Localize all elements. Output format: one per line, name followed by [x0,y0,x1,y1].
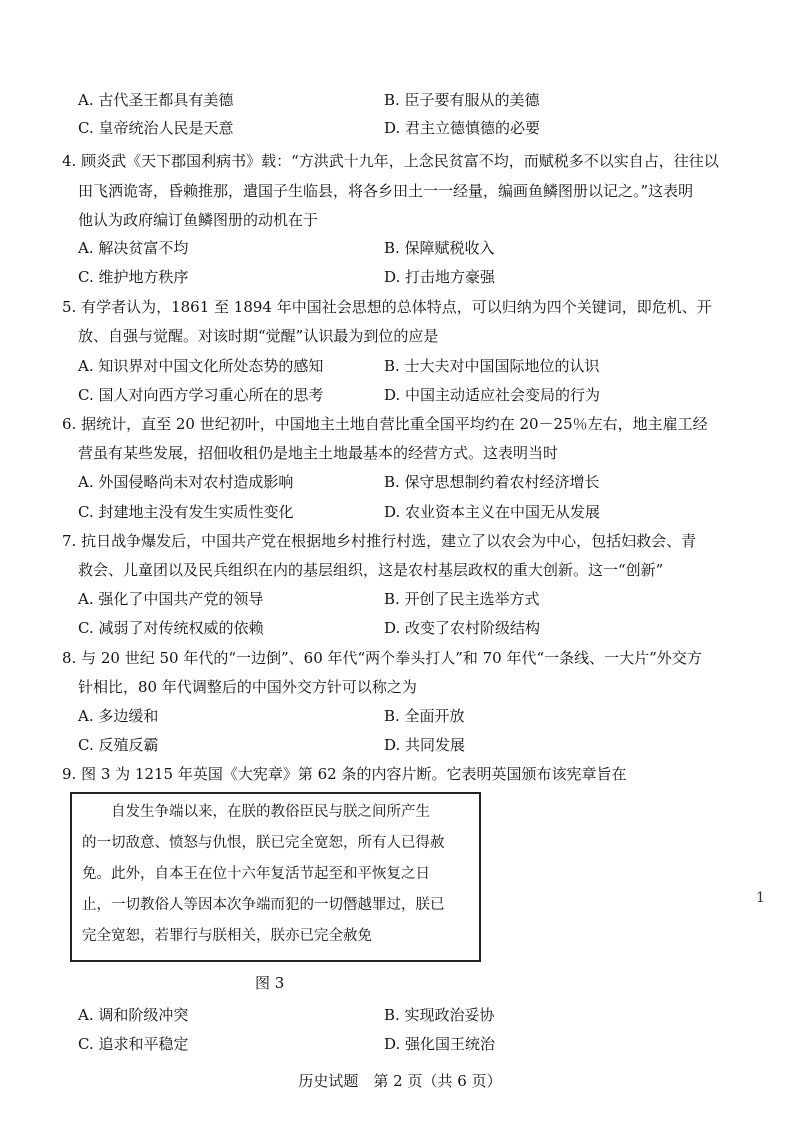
q3-option-c: C. 皇帝统治人民是天意 [78,119,234,137]
q9-option-d: D. 强化国王统治 [384,1035,496,1053]
q6-option-c: C. 封建地主没有发生实质性变化 [78,503,294,521]
excerpt-line-4: 止，一切教俗人等因本次争端而犯的一切僭越罪过，朕已 [82,897,445,913]
q5-option-a: A. 知识界对中国文化所处态势的感知 [78,357,324,375]
q3-option-d: D. 君主立德慎德的必要 [384,119,541,137]
excerpt-line-1: 自发生争端以来，在朕的教俗臣民与朕之间所产生 [82,804,430,820]
q5-stem-line-2: 放、自强与觉醒。对该时期“觉醒”认识最为到位的应是 [78,327,439,345]
q5-option-c: C. 国人对向西方学习重心所在的思考 [78,386,324,404]
q8-option-c: C. 反殖反霸 [78,736,159,754]
margin-mark: 1 [756,890,765,906]
q7-stem-line-1: 7. 抗日战争爆发后，中国共产党在根据地乡村推行村选，建立了以农会为中心，包括妇救会、青 [62,532,697,550]
q3-option-a: A. 古代圣王都具有美德 [78,91,234,109]
q7-option-b: B. 开创了民主选举方式 [384,590,540,608]
q5-option-b: B. 士大夫对中国国际地位的认识 [384,357,600,375]
figure-3-label: 图 3 [255,974,285,992]
q4-stem-line-2: 田飞洒诡寄，昏赖推那，遣国子生临县，将各乡田土一一经量，编画鱼鳞图册以记之。”这表明 [78,182,694,200]
q4-option-b: B. 保障赋税收入 [384,239,495,257]
q4-stem-line-3: 他认为政府编订鱼鳞图册的动机在于 [78,211,319,229]
q9-option-a: A. 调和阶级冲突 [78,1006,189,1024]
q8-option-b: B. 全面开放 [384,707,465,725]
q6-option-b: B. 保守思想制约着农村经济增长 [384,473,600,491]
q9-stem: 9. 图 3 为 1215 年英国《大宪章》第 62 条的内容片断。它表明英国颁布该宪章旨在 [62,765,627,783]
q4-option-d: D. 打击地方豪强 [384,268,496,286]
excerpt-line-5: 完全宽恕，若罪行与朕相关，朕亦已完全赦免 [82,928,372,944]
q4-option-a: A. 解决贫富不均 [78,239,189,257]
q6-option-d: D. 农业资本主义在中国无从发展 [384,503,601,521]
excerpt-line-2: 的一切敌意、愤怒与仇恨，朕已完全宽恕，所有人已得赦 [82,835,445,851]
q7-option-a: A. 强化了中国共产党的领导 [78,590,264,608]
q6-option-a: A. 外国侵略尚未对农村造成影响 [78,473,294,491]
q9-option-b: B. 实现政治妥协 [384,1006,495,1024]
q5-stem-line-1: 5. 有学者认为，1861 至 1894 年中国社会思想的总体特点，可以归纳为四个关键词，即危机、开 [62,298,712,316]
q8-stem-line-2: 针相比，80 年代调整后的中国外交方针可以称之为 [78,678,417,696]
q4-option-c: C. 维护地方秩序 [78,268,189,286]
q4-stem-line-1: 4. 顾炎武《天下郡国利病书》载：“方洪武十九年，上念民贫富不均，而赋税多不以实自占，往往以 [62,152,719,170]
q7-option-c: C. 减弱了对传统权威的依赖 [78,619,264,637]
q7-option-d: D. 改变了农村阶级结构 [384,619,541,637]
q8-option-d: D. 共同发展 [384,736,466,754]
excerpt-line-3: 免。此外，自本王在位十六年复活节起至和平恢复之日 [82,866,430,882]
page-footer: 历史试题 第 2 页（共 6 页） [298,1072,502,1090]
q7-stem-line-2: 救会、儿童团以及民兵组织在内的基层组织，这是农村基层政权的重大创新。这一“创新” [78,561,664,579]
q6-stem-line-1: 6. 据统计，直至 20 世纪初叶，中国地主土地自营比重全国平均约在 20－25％左右，地主雇工经 [62,415,708,433]
q9-option-c: C. 追求和平稳定 [78,1035,189,1053]
q8-stem-line-1: 8. 与 20 世纪 50 年代的“一边倒”、60 年代“两个拳头打人”和 70 年代“一条线、一大片”外交方 [62,649,702,667]
q5-option-d: D. 中国主动适应社会变局的行为 [384,386,601,404]
figure-3-excerpt-box [70,792,481,962]
q6-stem-line-2: 营虽有某些发展，招佃收租仍是地主土地最基本的经营方式。这表明当时 [78,444,559,462]
q3-option-b: B. 臣子要有服从的美德 [384,91,540,109]
q8-option-a: A. 多边缓和 [78,707,159,725]
